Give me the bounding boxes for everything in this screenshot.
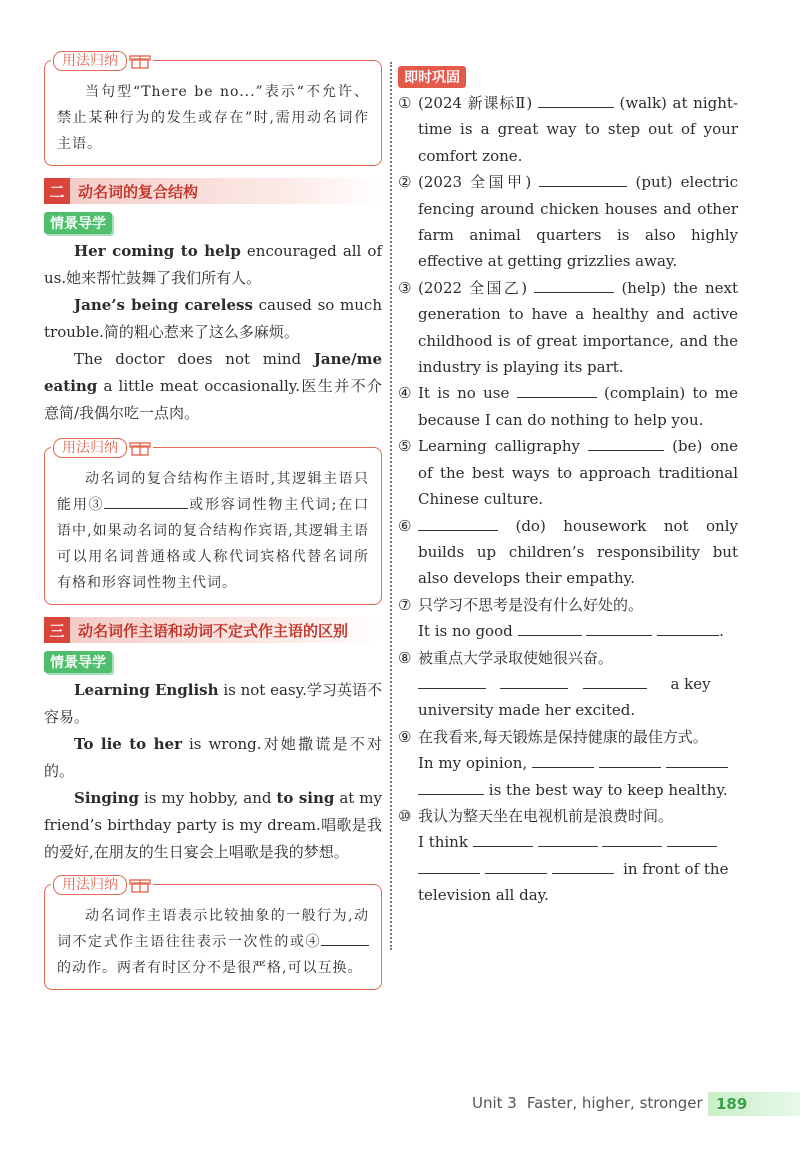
answer-blank[interactable] <box>418 515 498 531</box>
answer-blank[interactable] <box>583 673 647 689</box>
exercise-tag: 即时巩固 <box>398 66 466 88</box>
section-title: 动名词作主语和动词不定式作主语的区别 <box>78 621 349 640</box>
exercise-item: ① (2024 新课标Ⅱ) (walk) at night-time is a great way to step out of your comfort zone. <box>398 94 738 165</box>
answer-blank[interactable] <box>418 673 486 689</box>
exercise-item: ⑧ 被重点大学录取使她很兴奋。 a key university made her excited. <box>398 648 711 720</box>
example-sentence: The doctor does not mind Jane/me eating a little meat occasionally.医生并不介意简/我偶尔吃一点肉。 <box>44 350 382 422</box>
usage-box-1 <box>44 53 382 166</box>
exercise-item: ④ It is no use (complain) to me because I can do nothing to help you. <box>398 384 739 429</box>
answer-blank[interactable] <box>666 752 728 768</box>
answer-blank[interactable] <box>599 752 661 768</box>
answer-blank[interactable] <box>418 779 484 795</box>
answer-blank[interactable] <box>532 752 594 768</box>
usage-text: 动名词的复合结构作主语时,其逻辑主语只能用③ 或形容词性物主代词;在口语中,如果动名词的复合结构作宾语,其逻辑主语可以用名词普通格或人称代词宾格代替名词所有格和形容词性物主代词。 <box>57 471 370 591</box>
answer-blank[interactable] <box>588 435 664 451</box>
guide-tag: 情景导学 <box>44 212 112 234</box>
example-sentence: Singing is my hobby, and to sing at my friend’s birthday party is my dream.唱歌是我的爱好,在朋友的生日宴会上唱歌是我的梦想。 <box>44 789 382 861</box>
answer-blank[interactable] <box>552 858 614 874</box>
usage-box-3 <box>44 877 382 990</box>
usage-tag: 用法归纳 <box>51 51 153 71</box>
answer-blank[interactable] <box>473 831 533 847</box>
example-sentence: Her coming to help encouraged all of us.她来帮忙鼓舞了我们所有人。 <box>44 242 382 287</box>
footer-title: Faster, higher, stronger <box>526 1094 703 1112</box>
example-sentence: Learning English is not easy.学习英语不容易。 <box>44 681 382 726</box>
example-sentence: Jane’s being careless caused so much trouble.简的粗心惹来了这么多麻烦。 <box>44 296 382 341</box>
gift-box-icon <box>129 877 151 893</box>
section-number: 三 <box>44 617 70 643</box>
exercise-item: ② (2023 全国甲) (put) electric fencing around chicken houses and other farm animal quarters is also highly effective at getting grizzlies away. <box>398 173 738 271</box>
section-title: 动名词的复合结构 <box>78 182 199 201</box>
exercise-item: ⑨ 在我看来,每天锻炼是保持健康的最佳方式。 In my opinion, is the best way to keep healthy. <box>398 727 728 799</box>
answer-blank[interactable] <box>517 382 597 398</box>
usage-text: 动名词作主语表示比较抽象的一般行为,动词不定式作主语往往表示一次性的或④的动作。两者有时区分不是很严格,可以互换。 <box>57 908 369 976</box>
answer-blank[interactable] <box>500 673 568 689</box>
answer-blank[interactable] <box>534 277 614 293</box>
gift-box-icon <box>129 53 151 69</box>
answer-blank[interactable] <box>104 493 188 509</box>
answer-blank[interactable] <box>602 831 662 847</box>
answer-blank[interactable] <box>586 620 652 636</box>
answer-blank[interactable] <box>657 620 719 636</box>
answer-blank[interactable] <box>538 831 598 847</box>
answer-blank[interactable] <box>321 930 369 946</box>
example-sentence: To lie to her is wrong.对她撒谎是不对的。 <box>44 735 382 780</box>
right-column <box>398 66 738 909</box>
page-footer <box>472 1094 703 1112</box>
exercise-item: ⑦ 只学习不思考是没有什么好处的。 It is no good . <box>398 595 724 641</box>
answer-blank[interactable] <box>538 92 614 108</box>
section-header-2 <box>44 178 382 204</box>
column-divider <box>390 62 392 950</box>
usage-box-2 <box>44 440 382 605</box>
answer-blank[interactable] <box>667 831 717 847</box>
left-column <box>44 53 382 1002</box>
section-header-3 <box>44 617 382 643</box>
usage-tag: 用法归纳 <box>51 438 153 458</box>
gift-box-icon <box>129 440 151 456</box>
answer-blank[interactable] <box>418 858 480 874</box>
section-number: 二 <box>44 178 70 204</box>
exercise-item: ⑩ 我认为整天坐在电视机前是浪费时间。 I think in front of the television all day. <box>398 806 729 905</box>
answer-blank[interactable] <box>539 171 627 187</box>
footer-unit: Unit 3 <box>472 1094 517 1112</box>
usage-tag: 用法归纳 <box>51 875 153 895</box>
page-number: 189 <box>716 1095 748 1113</box>
answer-blank[interactable] <box>518 620 582 636</box>
guide-tag: 情景导学 <box>44 651 112 673</box>
answer-blank[interactable] <box>485 858 547 874</box>
exercise-item: ⑥ (do) housework not only builds up children’s responsibility but also develops their empathy. <box>398 516 738 588</box>
exercise-item: ③ (2022 全国乙) (help) the next generation to have a healthy and active childhood is of great importance, and the industry is playing its part. <box>398 278 738 377</box>
exercise-item: ⑤ Learning calligraphy (be) one of the best ways to approach traditional Chinese culture. <box>398 437 738 509</box>
usage-text: 当句型“There be no...”表示“不允许、禁止某种行为的发生或存在”时,需用动名词作主语。 <box>57 84 369 152</box>
